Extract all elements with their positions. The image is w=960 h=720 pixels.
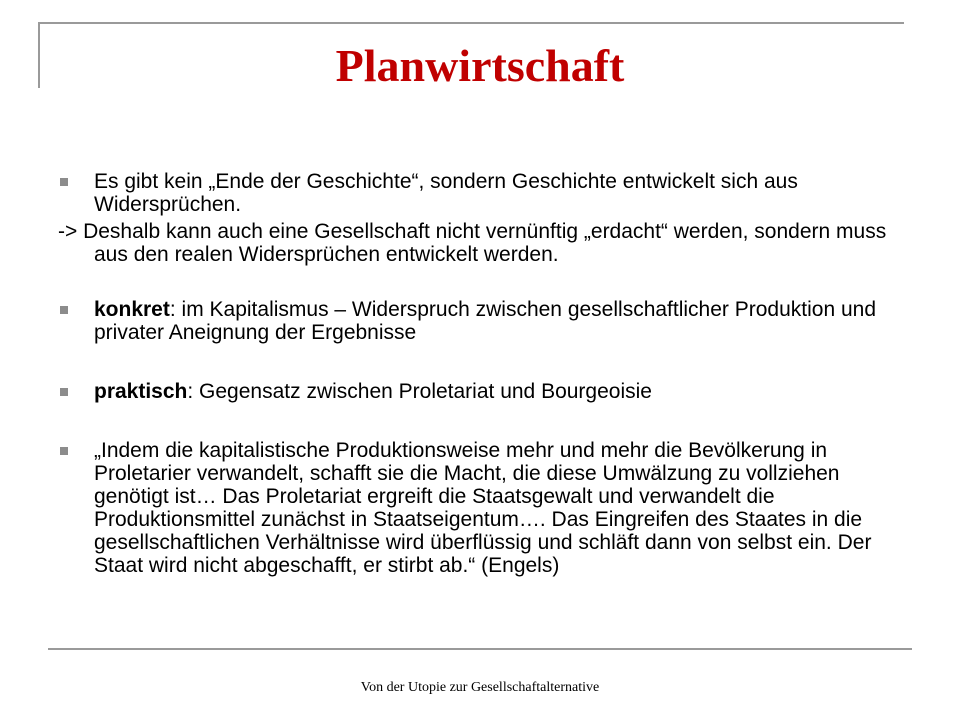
slide-title: Planwirtschaft <box>335 40 625 91</box>
bullet-text: : Gegensatz zwischen Proletariat und Bourgeoisie <box>187 380 652 403</box>
bullet-item-geschichte <box>58 170 908 216</box>
bullet-text: : im Kapitalismus – Widerspruch zwischen gesellschaftlicher Produktion und privater Aneignung der Ergebnisse <box>94 298 877 344</box>
bullet-text: Es gibt kein „Ende der Geschichte“, sondern Geschichte entwickelt sich aus Widersprüchen. <box>94 170 798 216</box>
square-bullet-icon <box>60 306 68 314</box>
slide-body <box>58 170 908 577</box>
arrow-paragraph: -> Deshalb kann auch eine Gesellschaft nicht vernünftig „erdacht“ werden, sondern muss aus den realen Widersprüchen entwickelt werden. <box>58 220 887 266</box>
bullet-item-engels-quote <box>58 439 908 577</box>
bullet-keyword: praktisch <box>94 380 188 403</box>
square-bullet-icon <box>60 178 68 186</box>
slide-footer: Von der Utopie zur Gesellschaftalternative <box>360 680 600 695</box>
bullet-keyword: konkret <box>94 298 170 321</box>
footer-rule <box>48 648 912 650</box>
bullet-item-konkret <box>58 298 908 344</box>
square-bullet-icon <box>60 388 68 396</box>
quote-text: „Indem die kapitalistische Produktionsweise mehr und mehr die Bevölkerung in Proletarier verwandelt, schafft sie die Macht, die diese Umwälzung zu vollziehen genötigt ist… Das Proletariat ergreift die Staatsgewalt und verwandelt die Produktionsmittel zunächst in Staatseigentum…. Das Eingreifen des Staates in die gesellschaftlichen Verhältnisse wird überflüssig und schläft dann von selbst ein. Der Staat wird nicht abgeschafft, er stirbt ab.“ (Engels) <box>94 439 872 577</box>
square-bullet-icon <box>60 447 68 455</box>
decorative-top-rule <box>38 22 904 24</box>
bullet-item-praktisch <box>58 380 908 403</box>
